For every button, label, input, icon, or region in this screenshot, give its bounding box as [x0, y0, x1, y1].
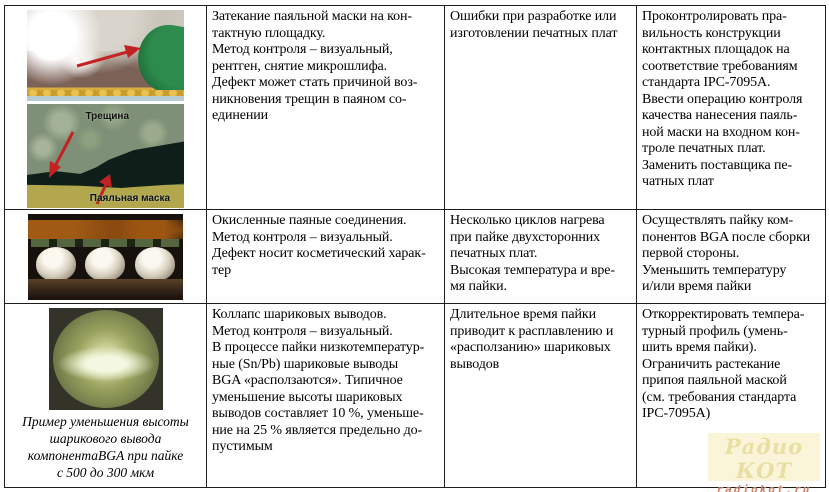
row1-cause: Ошибки при разработке или изготовлении печатных плат [445, 6, 637, 210]
solder-ball [135, 247, 175, 281]
row2-corrective-action: Осуществлять пайку ком- понентов BGA после сборки первой стороны. Уменьшить температуру и/или время пайки [637, 210, 825, 304]
radiokot-watermark [708, 433, 820, 492]
row1-corrective-action: Проконтролировать пра- вильность конструкции контактных площадок на соответствие требованиям стандарта IPC-7095A. Ввести операцию контроля качества нанесения паяль- ной маски на входном кон- троле печатных плат. Заменить поставщика пе- чатных плат [637, 6, 825, 210]
reflective-surface [28, 279, 183, 300]
row2-photo-cell [5, 210, 207, 304]
row1-defect-description: Затекание паяльной маски на кон- тактную площадку. Метод контроля – визуальный, рентген, снятие микрошлифа. Дефект может стать причиной воз- никновения трещин в паяном со- единении [207, 6, 445, 210]
radiokot-url: radiokot.ru [716, 483, 812, 492]
crack-label: Трещина [85, 111, 130, 122]
row3-corrective-action: Откорректировать темпера- турный профиль (умень- шить время пайки). Ограничить растекание припоя паяльной маской (см. требования стандарта IPC-7095A) [642, 307, 805, 421]
row3-photo-cell [5, 304, 207, 487]
radiokot-logo: Радио КОТ [724, 434, 804, 483]
solder-ball [85, 247, 125, 281]
crack-micrograph-photo [27, 104, 184, 208]
row3-cause: Длительное время пайки приводит к расплавлению и «расползанию» шариковых выводов [445, 304, 637, 487]
solder-ball [36, 247, 76, 281]
row1-photo-cell [5, 6, 207, 210]
microscope-circle [53, 310, 159, 408]
bga-defects-table [4, 5, 826, 492]
oxidized-joints-photo [28, 214, 183, 300]
pcb-strip [31, 239, 180, 247]
red-arrow-icon [27, 10, 184, 101]
oxidation-fuzz [28, 220, 183, 239]
row2-cause: Несколько циклов нагрева при пайке двухсторонних печатных плат. Высокая температура и вре- мя пайки. [445, 210, 637, 304]
row3-defect-description: Коллапс шариковых выводов. Метод контроля – визуальный. В процессе пайки низкотемператур- ные (Sn/Pb) шариковые выводы BGA «расползаются». Типичное уменьшение высоты шариковых выводов составляет 10 %, уменьше- ние на 25 % является предельно до- пустимым [207, 304, 445, 487]
photo-caption: Пример уменьшения высоты шарикового вывода компонентаBGA при пайке с 500 до 300 мкм [22, 414, 189, 480]
solder-mask-label: Паяльная маска [89, 193, 171, 204]
bga-ball-microscope-photo [49, 308, 163, 410]
solder-mask-micrograph-photo [27, 10, 184, 101]
row2-defect-description: Окисленные паяные соединения. Метод контроля – визуальный. Дефект носит косметический харак- тер [207, 210, 445, 304]
